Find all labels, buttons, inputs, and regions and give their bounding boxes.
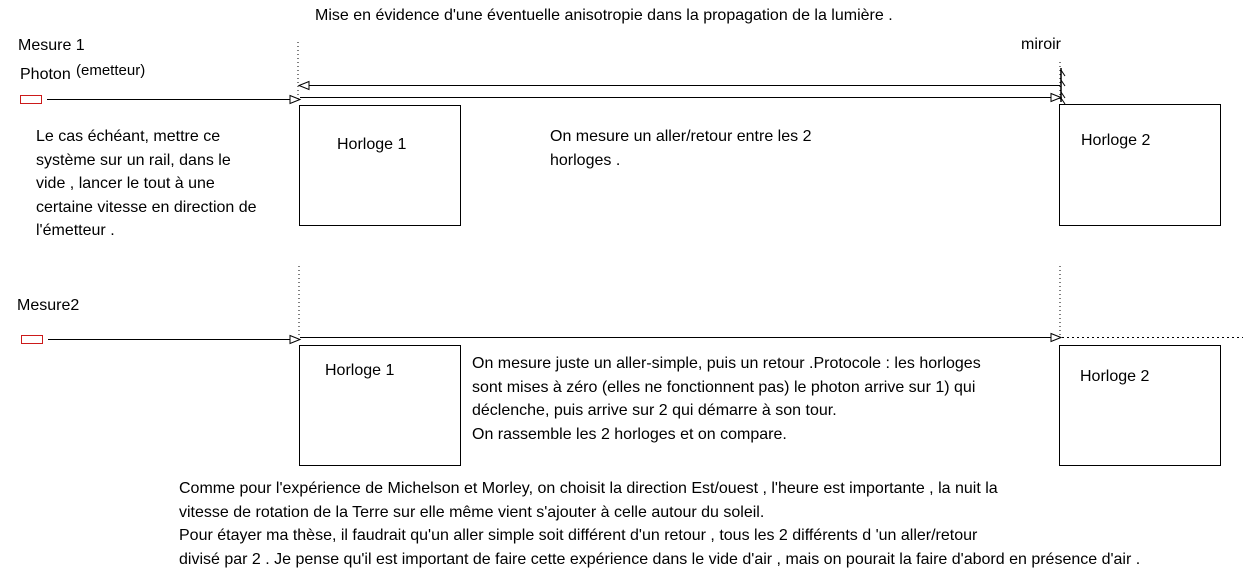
protocol-note: On mesure juste un aller-simple, puis un retour .Protocole : les horloges sont mises à zéro (elles ne fonctionnent pas) le photon arrive sur 1) qui déclenche, puis arrive sur 2 qui démarre à son tour. On rassemble les 2 horloges et on compare. — [472, 355, 981, 443]
clock2-label-mesure2: Horloge 2 — [1080, 368, 1150, 385]
clock1-box-mesure2 — [299, 345, 461, 466]
mirror-label: miroir — [1021, 36, 1061, 53]
arrow-head-emit-2 — [290, 336, 300, 344]
round-trip-note: On mesure un aller/retour entre les 2 horloges . — [550, 128, 812, 169]
conclusion-text: Comme pour l'expérience de Michelson et Morley, on choisit la direction Est/ouest , l'heure est importante , la nuit la vitesse de rotation de la Terre sur elle même vient s'ajouter à celle autour du soleil. Pour étayer ma thèse, il faudrait qu'un aller simple soit différent d'un retour , tous les 2 différents d 'un aller/retour divisé par 2 . Je pense qu'il est important de faire cette expérience dans le vide d'air , mais on pourait la faire d'abord en présence d'air . — [179, 480, 1141, 568]
diagram-title: Mise en évidence d'une éventuelle anisotropie dans la propagation de la lumière . — [315, 7, 893, 24]
arrow-head-emit-1 — [290, 96, 300, 104]
clock1-box-mesure1 — [299, 105, 461, 226]
clock2-label-mesure1: Horloge 2 — [1081, 132, 1151, 149]
clock1-label-mesure1: Horloge 1 — [337, 136, 407, 153]
photon-label: Photon — [20, 66, 71, 83]
clock2-box-mesure1 — [1059, 104, 1221, 226]
mesure2-label: Mesure2 — [17, 297, 80, 314]
clock2-box-mesure2 — [1059, 345, 1221, 466]
emitter-label: (emetteur) — [76, 62, 146, 79]
arrow-head-return — [299, 82, 309, 90]
rail-note: Le cas échéant, mettre ce système sur un rail, dans le vide , lancer le tout à une certaine vitesse en direction de l'émetteur . — [36, 128, 257, 239]
clock1-label-mesure2: Horloge 1 — [325, 362, 395, 379]
mesure1-label: Mesure 1 — [18, 37, 85, 54]
